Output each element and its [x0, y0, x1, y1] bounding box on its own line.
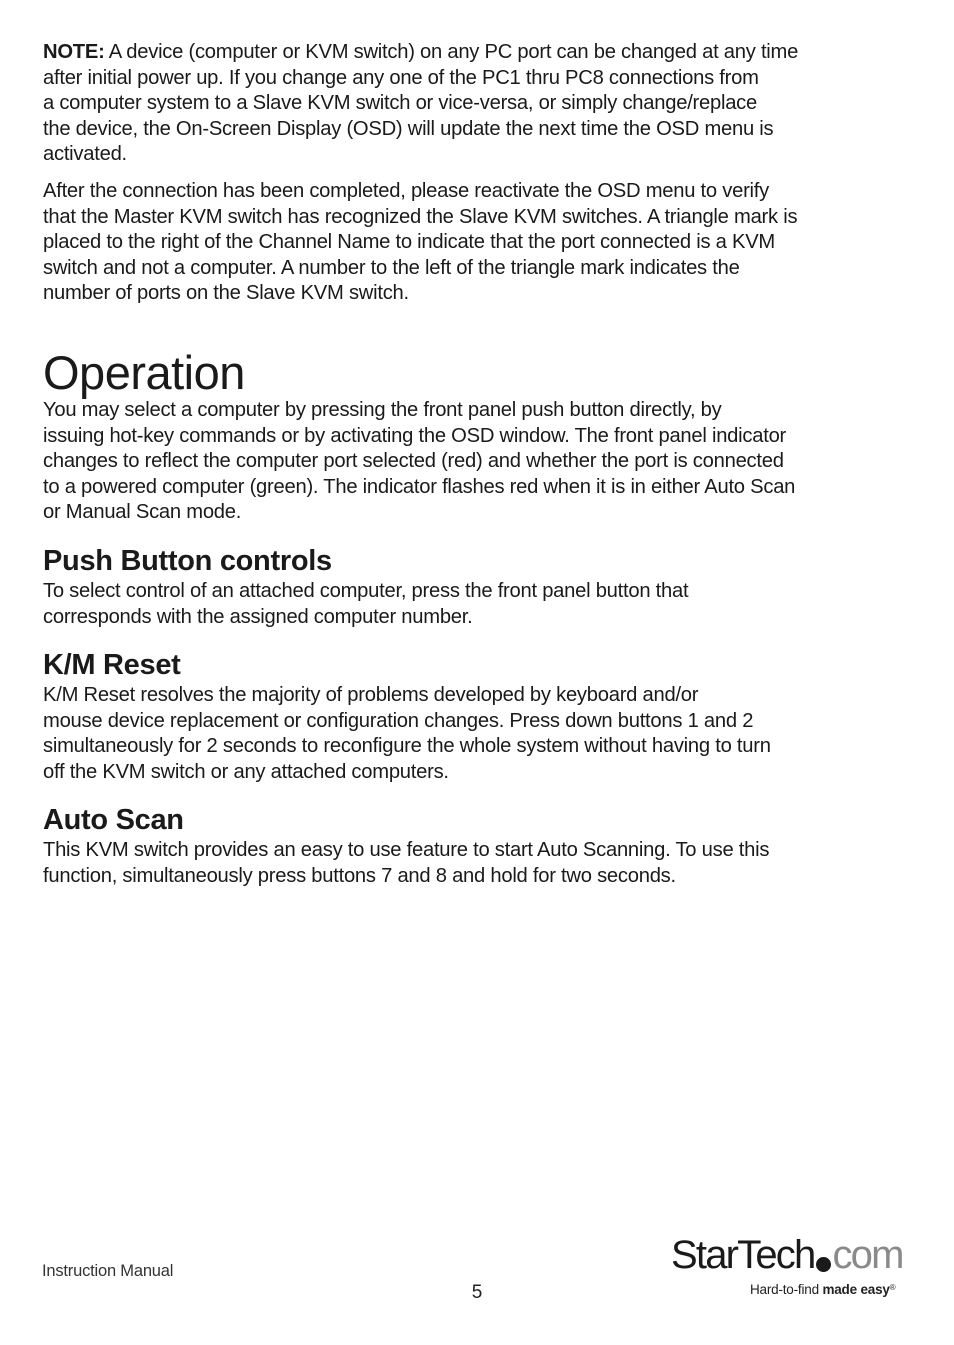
registered-mark: ® [889, 1283, 896, 1292]
logo-dot-icon [816, 1257, 831, 1272]
paragraph-line: that the Master KVM switch has recognized the Slave KVM switches. A triangle mark is [43, 205, 798, 228]
note-label: NOTE: [43, 41, 105, 63]
push-button-heading: Push Button controls [43, 544, 332, 577]
page-content [43, 40, 911, 890]
operation-paragraph [43, 398, 911, 526]
paragraph-line: to a powered computer (green). The indicator flashes red when it is in either Auto Scan [43, 475, 796, 498]
note-line: activated. [43, 143, 127, 166]
auto-scan-heading: Auto Scan [43, 804, 184, 837]
footer-manual-label: Instruction Manual [42, 1262, 174, 1280]
km-reset-heading: K/M Reset [43, 649, 181, 682]
operation-heading: Operation [43, 345, 245, 399]
paragraph-line: K/M Reset resolves the majority of problems developed by keyboard and/or [43, 684, 699, 707]
paragraph-line: This KVM switch provides an easy to use feature to start Auto Scanning. To use this [43, 839, 770, 862]
logo-tagline-regular: Hard-to-find [750, 1282, 823, 1297]
paragraph-line: To select control of an attached computer, press the front panel button that [43, 579, 689, 602]
paragraph-line: changes to reflect the computer port selected (red) and whether the port is connected [43, 450, 784, 473]
paragraph-line: function, simultaneously press buttons 7 and 8 and hold for two seconds. [43, 865, 676, 888]
paragraph-line: You may select a computer by pressing the front panel push button directly, by [43, 398, 722, 421]
after-connection-paragraph [43, 179, 911, 307]
note-line: the device, the On-Screen Display (OSD) will update the next time the OSD menu is [43, 117, 774, 140]
startech-logo [671, 1232, 911, 1302]
logo-wordmark [671, 1232, 903, 1278]
logo-tagline-bold: made easy [822, 1282, 890, 1297]
push-button-paragraph [43, 579, 911, 630]
paragraph-line: issuing hot-key commands or by activating the OSD window. The front panel indicator [43, 424, 787, 447]
paragraph-line: simultaneously for 2 seconds to reconfigure the whole system without having to turn [43, 735, 771, 758]
logo-tagline [750, 1282, 895, 1297]
logo-wordmark-part1: StarTech [671, 1233, 815, 1277]
auto-scan-paragraph [43, 838, 911, 889]
note-line: a computer system to a Slave KVM switch or vice-versa, or simply change/replace [43, 92, 758, 115]
paragraph-line: placed to the right of the Channel Name to indicate that the port connected is a KVM [43, 231, 775, 254]
note-paragraph [43, 40, 911, 168]
paragraph-line: or Manual Scan mode. [43, 501, 242, 524]
paragraph-line: off the KVM switch or any attached computers. [43, 760, 449, 783]
paragraph-line: corresponds with the assigned computer number. [43, 605, 473, 628]
page-number: 5 [471, 1282, 483, 1303]
paragraph-line: mouse device replacement or configuration changes. Press down buttons 1 and 2 [43, 709, 754, 732]
logo-wordmark-part2: com [832, 1233, 903, 1277]
paragraph-line: number of ports on the Slave KVM switch. [43, 282, 409, 305]
note-line [43, 40, 911, 66]
paragraph-line: switch and not a computer. A number to the left of the triangle mark indicates the [43, 256, 740, 279]
km-reset-paragraph [43, 683, 911, 785]
note-line-text: A device (computer or KVM switch) on any PC port can be changed at any time [104, 41, 799, 63]
note-line: after initial power up. If you change any one of the PC1 thru PC8 connections from [43, 66, 759, 89]
paragraph-line: After the connection has been completed, please reactivate the OSD menu to verify [43, 179, 769, 202]
